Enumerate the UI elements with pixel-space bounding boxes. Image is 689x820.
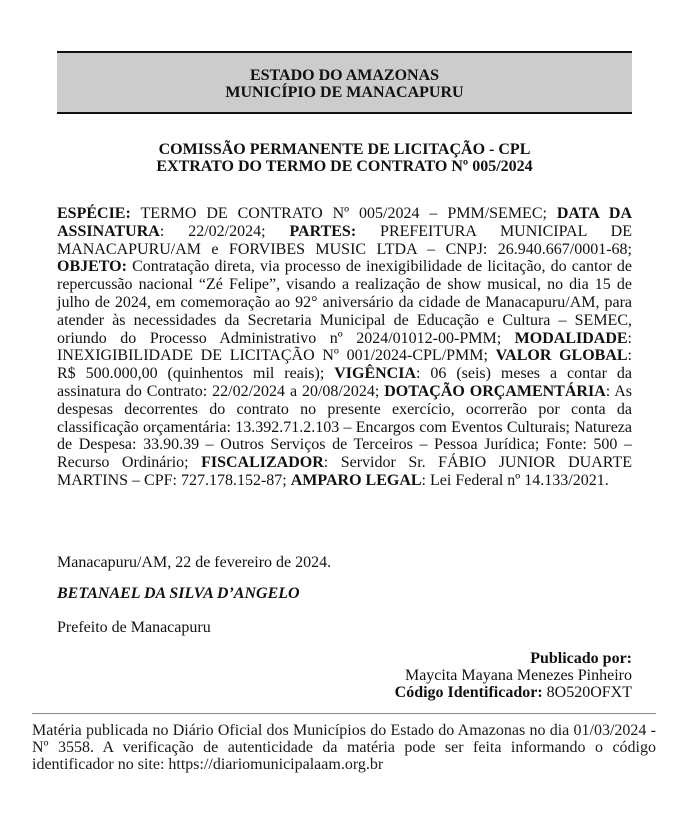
amparo-value: : Lei Federal nº 14.133/2021.: [421, 471, 609, 489]
publisher-name: Maycita Mayana Menezes Pinheiro: [404, 667, 632, 684]
fiscalizador-value: : Servidor Sr. FÁBIO JUNIOR DUARTE MARTINS – CPF: 727.178.152-87;: [57, 454, 633, 489]
footer-divider: [32, 713, 656, 714]
partes-value: PREFEITURA MUNICIPAL DE MANACAPURU/AM e FORVIBES MUSIC LTDA – CNPJ: 26.940.667/0001-68;: [57, 222, 633, 258]
dotacao-label: DOTAÇÃO ORÇAMENTÁRIA: [384, 382, 606, 400]
data-label: DATA DA ASSINATURA: [57, 205, 632, 240]
identifier-value: 8O520OFXT: [542, 684, 632, 701]
contract-body: [57, 205, 632, 490]
identifier-label: Código Identificador:: [394, 684, 543, 701]
valor-value: : R$ 500.000,00 (quinhentos mil reais);: [57, 347, 632, 383]
objeto-label: OBJETO:: [57, 258, 127, 276]
data-value: : 22/02/2024;: [159, 222, 290, 240]
vigencia-label: VIGÊNCIA: [334, 365, 417, 383]
amparo-label: AMPARO LEGAL: [290, 471, 422, 489]
especie-value: TERMO DE CONTRATO Nº 005/2024 – PMM/SEMEC;: [130, 205, 557, 222]
published-block: [395, 650, 632, 701]
title-commission: COMISSÃO PERMANENTE DE LICITAÇÃO - CPL: [158, 141, 531, 158]
document-title: [57, 141, 632, 175]
date-line: Manacapuru/AM, 22 de fevereiro de 2024.: [57, 554, 332, 571]
publication-note: Matéria publicada no Diário Oficial dos Municípios do Estado do Amazonas no dia 01/03/2024 - Nº 3558. A verificação de autenticidade da matéria pode ser feita informando o código identificador no site: https://diariomunicipalaam.org.br: [32, 722, 656, 773]
signer-role: Prefeito de Manacapuru: [57, 619, 211, 636]
published-label: Publicado por:: [530, 650, 632, 667]
partes-label: PARTES:: [289, 222, 357, 240]
especie-label: ESPÉCIE:: [57, 205, 131, 222]
modalidade-value: : INEXIGIBILIDADE DE LICITAÇÃO Nº 001/2024-CPL/PMM;: [57, 329, 632, 365]
title-extract: EXTRATO DO TERMO DE CONTRATO Nº 005/2024: [156, 158, 533, 175]
header-municipality: MUNICÍPIO DE MANACAPURU: [225, 84, 464, 101]
objeto-value: Contratação direta, via processo de inexigibilidade de licitação, do cantor de repercussão nacional “Zé Felipe”, visando a realização de show musical, no dia 15 de julho de 2024, em comemoração ao 92° aniversário da cidade de Manacapuru/AM, para atender às necessidades da Secretaria Municipal de Educação e Cultura – SEMEC, oriundo do Processo Administrativo nº 2024/01012-00-PMM;: [57, 258, 632, 347]
header-box: [57, 51, 632, 114]
dotacao-value: : As despesas decorrentes do contrato no presente exercício, ocorrerão por conta da classificação orçamentária: 13.392.71.2.103 – Encargos com Eventos Culturais; Natureza de Despesa: 33.90.39 – Outros Serviços de Terceiros – Pessoa Jurídica; Fonte: 500 – Recurso Ordinário;: [57, 382, 633, 472]
header-state: ESTADO DO AMAZONAS: [249, 67, 440, 84]
identifier-code: [395, 684, 632, 701]
valor-label: VALOR GLOBAL: [495, 347, 628, 365]
signer-name: BETANAEL DA SILVA D’ANGELO: [57, 585, 300, 602]
fiscalizador-label: FISCALIZADOR: [201, 454, 324, 472]
vigencia-value: : 06 (seis) meses a contar da assinatura do Contrato: 22/02/2024 a 20/08/2024;: [57, 365, 633, 400]
modalidade-label: MODALIDADE: [514, 329, 628, 347]
